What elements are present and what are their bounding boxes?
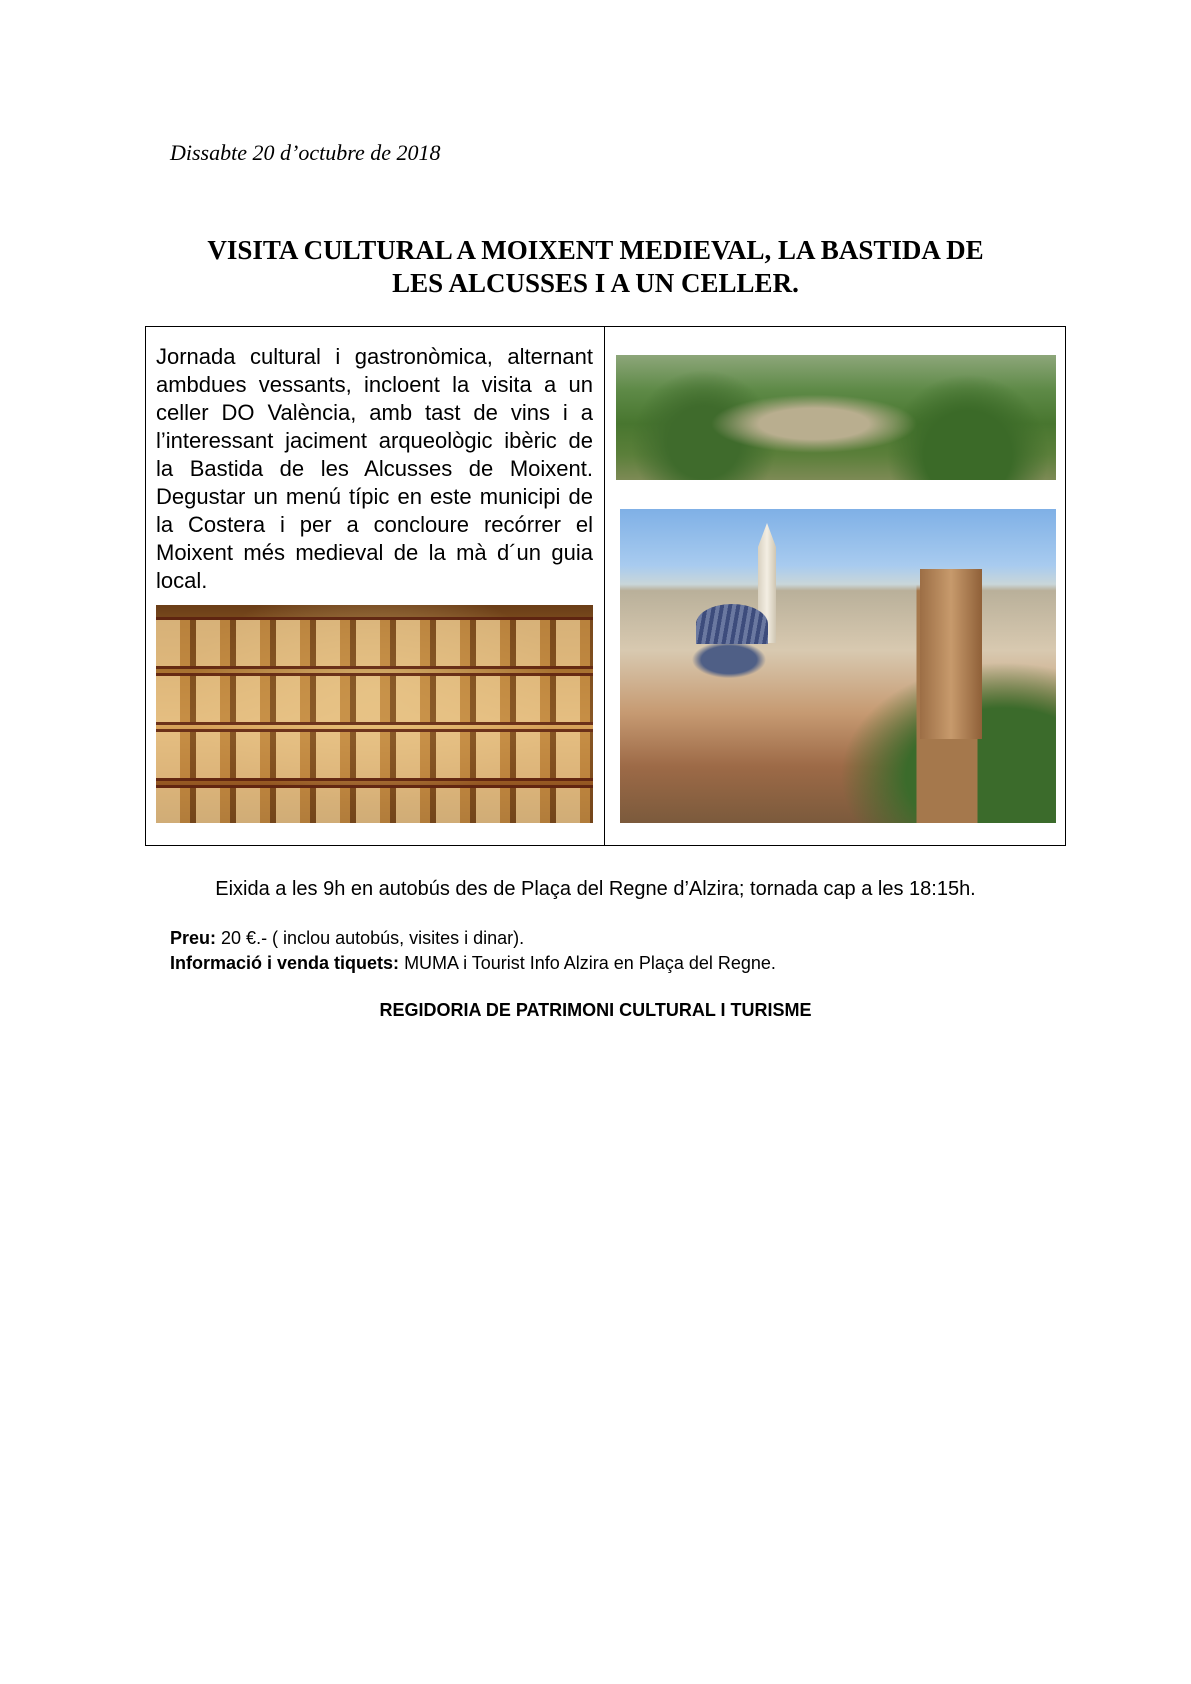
archaeological-site-photo xyxy=(616,355,1056,480)
event-date: Dissabte 20 d’octubre de 2018 xyxy=(170,140,441,165)
content-box xyxy=(145,326,1066,846)
wine-barrels-photo xyxy=(156,605,593,823)
event-description: Jornada cultural i gastronòmica, alternant ambdues vessants, incloent la visita a un celler DO València, amb tast de vins i a l’interessant jaciment arqueològic ibèric de la Bastida de les Alcusses de Moixent. Degustar un menú típic en este municipi de la Costera i per a concloure recórrer el Moixent més medieval de la mà d´un guia local. xyxy=(156,344,593,593)
price-info xyxy=(170,928,524,949)
title-line-2: LES ALCUSSES I A UN CELLER. xyxy=(392,268,799,298)
page-title xyxy=(0,234,1191,300)
tickets-label: Informació i venda tiquets: xyxy=(170,953,400,973)
price-label: Preu: xyxy=(170,928,217,948)
tickets-info xyxy=(170,953,776,974)
title-line-1: VISITA CULTURAL A MOIXENT MEDIEVAL, LA BASTIDA DE xyxy=(207,235,984,265)
tickets-value: MUMA i Tourist Info Alzira en Plaça del Regne. xyxy=(404,953,776,973)
column-divider xyxy=(604,327,605,845)
price-value: 20 €.- ( inclou autobús, visites i dinar). xyxy=(221,928,525,948)
moixent-town-photo xyxy=(620,509,1056,823)
departure-info: Eixida a les 9h en autobús des de Plaça del Regne d’Alzira; tornada cap a les 18:15h. xyxy=(215,878,976,900)
organizer: REGIDORIA DE PATRIMONI CULTURAL I TURISME xyxy=(379,1000,812,1020)
